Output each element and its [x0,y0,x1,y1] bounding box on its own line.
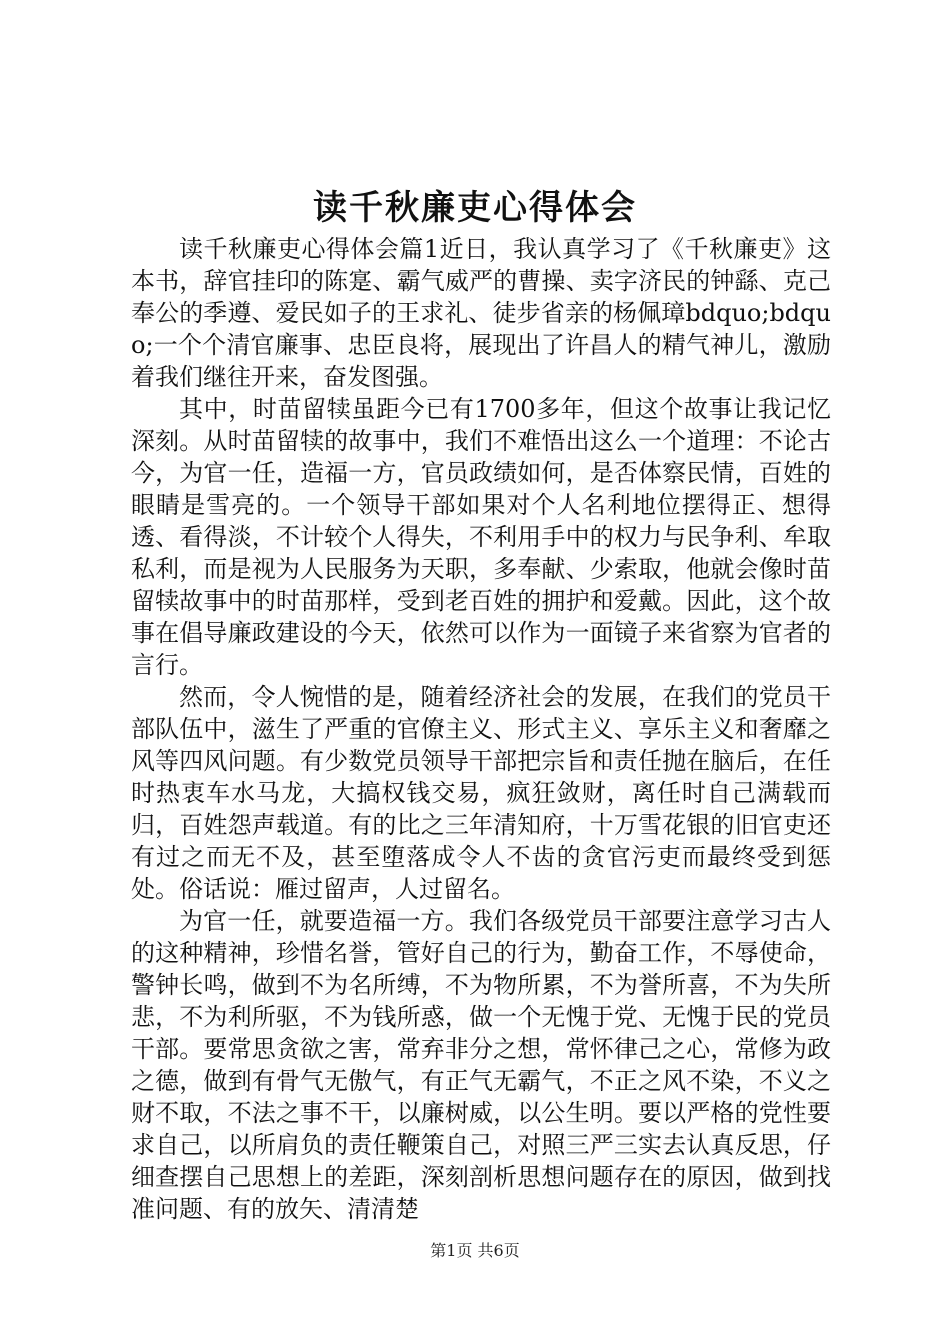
body-paragraph: 其中，时苗留犊虽距今已有1700多年，但这个故事让我记忆深刻。从时苗留犊的故事中，我们不难悟出这么一个道理：不论古今，为官一任，造福一方，官员政绩如何，是否体察民情，百姓的眼睛是雪亮的。一个领导干部如果对个人名利地位摆得正、想得透、看得淡，不计较个人得失，不利用手中的权力与民争利、牟取私利，而是视为人民服务为天职，多奉献、少索取，他就会像时苗留犊故事中的时苗那样，受到老百姓的拥护和爱戴。因此，这个故事在倡导廉政建设的今天，依然可以作为一面镜子来省察为官者的言行。 [131,395,831,679]
body-paragraph: 然而，令人惋惜的是，随着经济社会的发展，在我们的党员干部队伍中，滋生了严重的官僚主义、形式主义、享乐主义和奢靡之风等四风问题。有少数党员领导干部把宗旨和责任抛在脑后，在任时热衷车水马龙，大搞权钱交易，疯狂敛财，离任时自己满载而归，百姓怨声载道。有的比之三年清知府，十万雪花银的旧官吏还有过之而无不及，甚至堕落成令人不齿的贪官污吏而最终受到惩处。俗话说：雁过留声，人过留名。 [131,683,831,903]
document-title: 读千秋廉吏心得体会 [313,188,637,228]
page-footer: 第1页 共6页 [430,1241,520,1260]
body-paragraph: 读千秋廉吏心得体会篇1近日，我认真学习了《千秋廉吏》这本书，辞官挂印的陈寔、霸气威严的曹操、卖字济民的钟繇、克己奉公的季遵、爱民如子的王求礼、徒步省亲的杨佩璋bdquo;bdquo;一个个清官廉事、忠臣良将，展现出了许昌人的精气神儿，激励着我们继往开来，奋发图强。 [131,235,831,391]
document-body [131,233,831,1225]
body-paragraph: 为官一任，就要造福一方。我们各级党员干部要注意学习古人的这种精神，珍惜名誉，管好自己的行为，勤奋工作，不辱使命，警钟长鸣，做到不为名所缚，不为物所累，不为誉所喜，不为失所悲，不为利所驱，不为钱所惑，做一个无愧于党、无愧于民的党员干部。要常思贪欲之害，常弃非分之想，常怀律己之心，常修为政之德，做到有骨气无傲气，有正气无霸气，不正之风不染，不义之财不取，不法之事不干，以廉树威，以公生明。要以严格的党性要求自己，以所肩负的责任鞭策自己，对照三严三实去认真反思，仔细查摆自己思想上的差距，深刻剖析思想问题存在的原因，做到找准问题、有的放矢、清清楚 [131,907,831,1223]
